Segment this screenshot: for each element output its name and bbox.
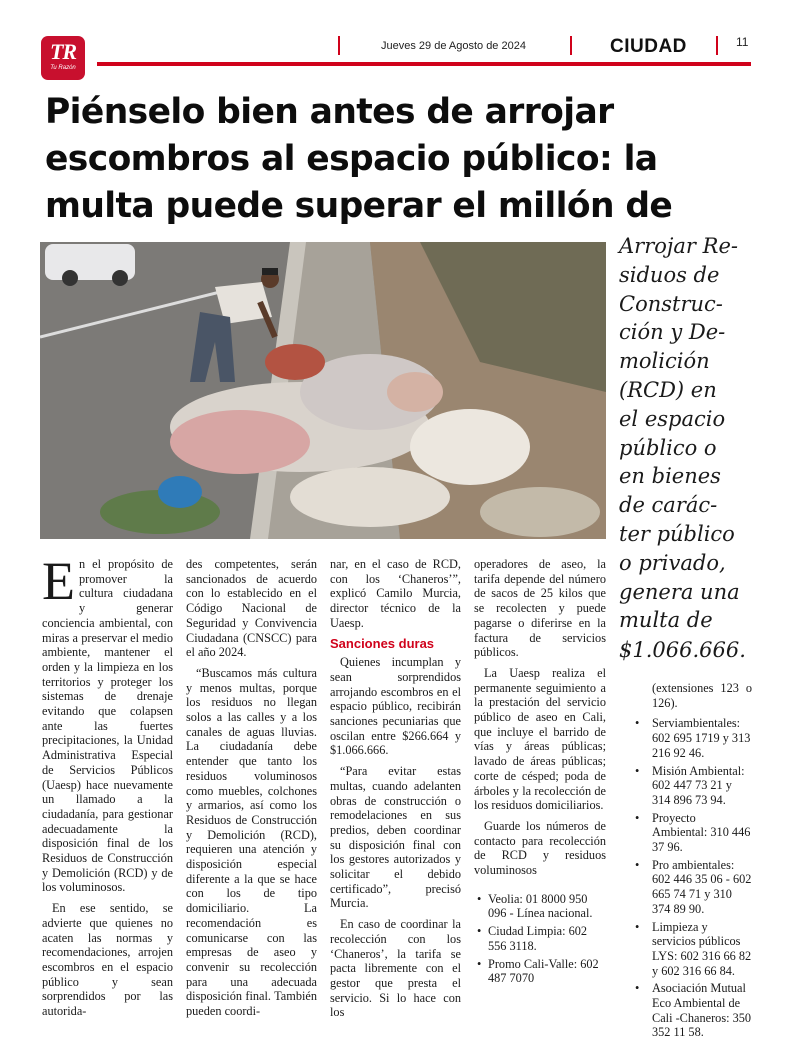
article-paragraph: En el propósito de promover la cultura ciudadana y generar conciencia ambiental, con miras a preservar el medio ambiente, mantener el orden y la limpieza en los territorios y proteger los sistemas de drenaje evitando que colapsen ante las fuertes precipitaciones, la Unidad Administrativa Especial de Servicios Públicos (Uaesp) hace nuevamente un llamado a la ciudadanía, para gestionar adecuadamente la disposición final de los Residuos de Construcción y Demolición (RCD) y de los voluminosos.: [42, 551, 173, 895]
list-item: • Serviambientales: 602 695 1719 y 313 216 92 46.: [632, 716, 752, 760]
article-column-5: [632, 681, 752, 1043]
pull-quote-line: ción y De-: [619, 320, 726, 345]
header-divider: [716, 36, 718, 55]
header-divider: [338, 36, 340, 55]
article-column-4: [474, 557, 606, 989]
logo-mark: TR: [49, 39, 77, 64]
article-column-2: [186, 557, 317, 1025]
pull-quote-line: molición: [619, 349, 710, 374]
list-item: • Promo Cali-Valle: 602 487 7070: [474, 957, 606, 986]
header-rule: [97, 62, 751, 66]
pull-quote-line: el espacio: [619, 406, 726, 431]
article-paragraph: “Para evitar estas multas, cuando adelanten obras de construcción o remodelaciones en sus predios, deben coordinar su disposición final con los gestores autorizados y solicitar el debido certificado”, precisó Murcia.: [330, 764, 461, 911]
article-paragraph: “Buscamos más cultura y menos multas, porque los residuos no llegan solos a las calles y a los canales de aguas lluvias. La ciudadanía debe entender que tanto los residuos voluminosos como muebles, colchones y armarios, así como los Residuos de Construcción y Demolición (RCD), requieren una atención y disposición especial diferente a la que se hace con los de tipo domiciliario. La recomendación es comunicarse con las empresas de aseo y convenir su recolección para una adecuada disposición final. También pueden coordi-: [186, 665, 317, 1019]
contact-list: [474, 892, 606, 986]
pull-quote-line: Construc-: [619, 291, 723, 316]
pull-quote-line: genera una: [619, 579, 740, 604]
logo-subtitle: Tu Razón: [50, 65, 76, 71]
list-continuation: (extensiones 123 o 126).: [652, 681, 752, 710]
page-number: 11: [736, 35, 749, 49]
article-headline: Piénselo bien antes de arrojar escombros al espacio público: la multa puede superar el millón de: [45, 92, 673, 226]
list-item: • Misión Ambiental: 602 447 73 21 y 314 896 73 94.: [632, 764, 752, 808]
header-divider: [570, 36, 572, 55]
drop-cap: E: [42, 551, 75, 611]
issue-date: Jueves 29 de Agosto de 2024: [381, 40, 526, 52]
pull-quote-line: o privado,: [619, 550, 726, 575]
article-paragraph: En ese sentido, se advierte que quienes no acaten las normas y recomendaciones, arrojen escombros en el espacio público y sean sorprendidos por las autorida-: [42, 901, 173, 1019]
article-paragraph: Guarde los números de contacto para recolección de RCD y residuos voluminosos: [474, 818, 606, 878]
pull-quote: [619, 232, 759, 635]
list-item: • Limpieza y servicios públicos LYS: 602 316 66 82 y 602 316 66 84.: [632, 920, 752, 979]
list-item: • Asociación Mutual Eco Ambiental de Cali -Chaneros: 350 352 11 58.: [632, 981, 752, 1040]
section-name: CIUDAD: [610, 36, 687, 57]
pull-quote-line: multa de: [619, 608, 713, 633]
article-photo: [40, 242, 606, 539]
list-item: • Ciudad Limpia: 602 556 3118.: [474, 924, 606, 953]
article-paragraph: operadores de aseo, la tarifa depende del número de sacos de 25 kilos que se recolecten y puede pagarse o diferirse en la factura de servicios públicos.: [474, 557, 606, 660]
pull-quote-line: en bienes: [619, 464, 721, 489]
article-paragraph: En caso de coordinar la recolección con los ‘Chaneros’, la tarifa se pacta libremente con el gestor que presta el servicio. Si lo hace con los: [330, 917, 461, 1020]
contact-list: [632, 716, 752, 1040]
pull-quote-amount: $1.066.666.: [619, 638, 746, 662]
pull-quote-line: Arrojar Re-: [619, 234, 738, 258]
article-paragraph: Quienes incumplan y sean sorprendidos arrojando escombros en el espacio público, recibirán sanciones pecuniarias que oscilan entre $266.664 y $1.066.666.: [330, 655, 461, 758]
pull-quote-line: (RCD) en: [619, 377, 717, 402]
article-column-1: [42, 551, 173, 1025]
list-item: • Pro ambientales: 602 446 35 06 - 602 665 74 71 y 310 374 89 90.: [632, 858, 752, 917]
list-item: • Veolia: 01 8000 950 096 - Línea nacional.: [474, 892, 606, 921]
article-paragraph: nar, en el caso de RCD, con los ‘Chaneros’”, explicó Camilo Murcia, director técnico de la Uaesp.: [330, 557, 461, 630]
pull-quote-line: público o: [619, 435, 717, 460]
article-paragraph: des competentes, serán sancionados de acuerdo con lo establecido en el Código Nacional de Seguridad y Convivencia Ciudadana (CNSCC) para el año 2024.: [186, 557, 317, 660]
pull-quote-line: siduos de: [619, 262, 720, 287]
pull-quote-line: ter público: [619, 521, 735, 546]
list-item: • Proyecto Ambiental: 310 446 37 96.: [632, 811, 752, 855]
pull-quote-line: de carác-: [619, 493, 718, 518]
section-subhead: Sanciones duras: [330, 635, 435, 651]
article-paragraph: La Uaesp realiza el permanente seguimiento a la prestación del servicio público de aseo en Cali, que incluye el barrido de vías y áreas públicas; lavado de áreas públicas; corte de césped; poda de árboles y la recolección de los residuos domiciliarios.: [474, 665, 606, 813]
article-column-3: [330, 557, 461, 1026]
newspaper-logo: [41, 36, 85, 80]
